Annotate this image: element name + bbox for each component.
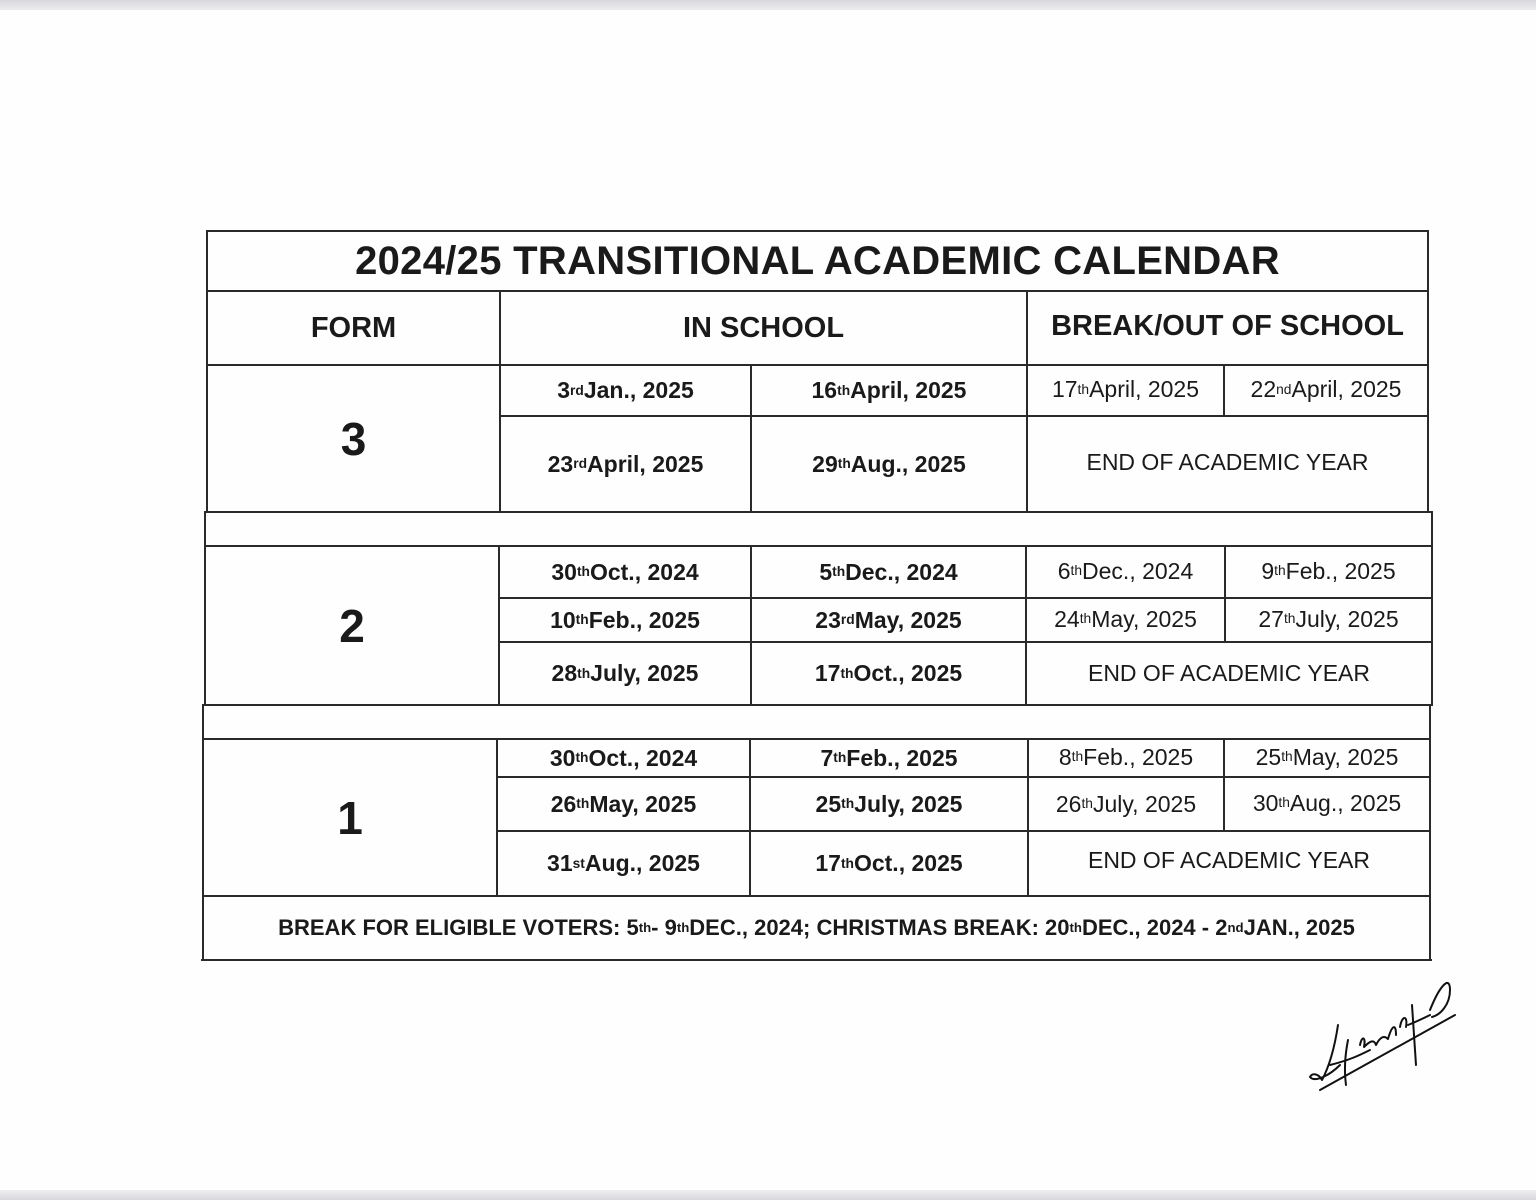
f1-r1-in-end: 7 th Feb., 2025 xyxy=(820,744,958,771)
f2-r1-break-end: 9 th Feb., 2025 xyxy=(1261,557,1396,584)
f1-r1-in-start: 30 th Oct., 2024 xyxy=(549,744,698,771)
header-form: FORM xyxy=(310,311,397,344)
f3-r1-in-start: 3 rd Jan., 2025 xyxy=(557,377,694,403)
f2-r2-break-end: 27 th July, 2025 xyxy=(1258,605,1399,632)
f1-r2-break-start: 26 th July, 2025 xyxy=(1055,790,1197,817)
border-right-2 xyxy=(1431,511,1433,706)
f2-r3-in-start: 28 th July, 2025 xyxy=(551,660,699,686)
f3-r1-break-start: 17 th April, 2025 xyxy=(1051,376,1200,402)
f1-r1-break-end: 25 th May, 2025 xyxy=(1255,743,1399,770)
form-3-label: 3 xyxy=(340,412,367,465)
f3-end-of-academic-year: END OF ACADEMIC YEAR xyxy=(1086,448,1369,475)
f2-r1-in-end: 5 th Dec., 2024 xyxy=(819,558,958,585)
f1-end-of-academic-year: END OF ACADEMIC YEAR xyxy=(1087,847,1371,873)
breaks-footnote: BREAK FOR ELIGIBLE VOTERS: 5 th - 9 th DEC., 2024; CHRISTMAS BREAK: 20 th DEC., 2024 - 2 nd JAN., 2025 xyxy=(278,915,1355,940)
f3-r1-break-end: 22 nd April, 2025 xyxy=(1250,376,1402,402)
f2-r1-break-start: 6 th Dec., 2024 xyxy=(1057,557,1194,584)
page-bottom-edge xyxy=(0,1190,1536,1200)
signature-icon xyxy=(1300,965,1460,1100)
f2-bottom xyxy=(203,704,1433,706)
f3-r1-in-end: 16 th April, 2025 xyxy=(811,377,967,403)
f2-r1-in-start: 30 th Oct., 2024 xyxy=(551,558,699,585)
f2-end-of-academic-year: END OF ACADEMIC YEAR xyxy=(1087,660,1371,686)
calendar-title: 2024/25 TRANSITIONAL ACADEMIC CALENDAR xyxy=(355,238,1280,283)
f1-r2-in-end: 25 th July, 2025 xyxy=(815,790,963,817)
f1-r1-break-start: 8 th Feb., 2025 xyxy=(1058,743,1194,770)
form-1-label: 1 xyxy=(337,791,363,844)
table-border-bottom xyxy=(201,959,1432,961)
f3-r2-in-end: 29 th Aug., 2025 xyxy=(812,450,966,477)
border-right-3 xyxy=(1429,704,1431,961)
f2-r2-in-start: 10 th Feb., 2025 xyxy=(550,606,700,633)
header-break-out-of-school: BREAK/OUT OF SCHOOL xyxy=(1051,309,1404,342)
f3-r2-in-start: 23 rd April, 2025 xyxy=(547,450,704,477)
f1-r3-in-start: 31 st Aug., 2025 xyxy=(547,850,700,876)
f1-r2-break-end: 30 th Aug., 2025 xyxy=(1252,789,1402,816)
page-top-edge xyxy=(0,0,1536,10)
form-2-label: 2 xyxy=(339,599,365,652)
header-in-school: IN SCHOOL xyxy=(682,311,845,344)
f2-r2-in-end: 23 rd May, 2025 xyxy=(815,606,962,633)
f3-bottom xyxy=(205,511,1433,513)
f2-r2-break-start: 24 th May, 2025 xyxy=(1054,605,1197,632)
f1-r3-in-end: 17 th Oct., 2025 xyxy=(815,850,963,876)
border-right-1 xyxy=(1427,230,1429,513)
f2-r3-in-end: 17 th Oct., 2025 xyxy=(814,660,963,686)
f1-r2-in-start: 26 th May, 2025 xyxy=(550,790,697,817)
